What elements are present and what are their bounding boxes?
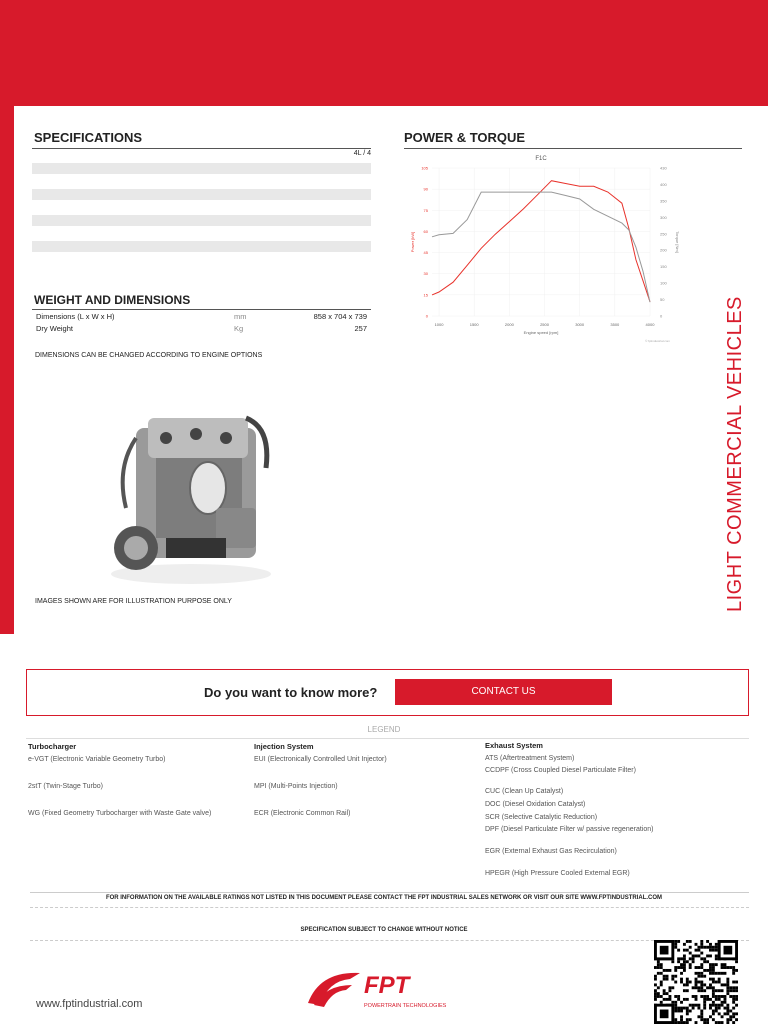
dry-weight-label: Dry Weight [36, 324, 73, 333]
x-axis-label: Engine speed [rpm] [523, 330, 559, 335]
x-tick-label: 4000 [645, 322, 655, 327]
dimensions-unit: mm [234, 312, 247, 321]
specifications-title: SPECIFICATIONS [34, 130, 143, 145]
turbocharger-heading: Turbocharger [28, 742, 77, 751]
y-tick-label: 0 [425, 313, 428, 319]
legend-item: ECR (Electronic Common Rail) [254, 810, 351, 817]
x-tick-label: 1500 [469, 322, 479, 327]
chart-credit: © fptindustrial.com [645, 339, 670, 343]
legend-item: SCR (Selective Catalytic Reduction) [485, 814, 598, 821]
y2-tick-label: 400 [660, 181, 667, 187]
series-line [432, 192, 650, 302]
table-row [32, 189, 371, 200]
table-row [32, 323, 371, 334]
y-tick-label: 105 [421, 165, 428, 171]
header-band [0, 0, 768, 106]
specifications-rule [32, 148, 371, 149]
table-row [32, 228, 371, 239]
table-row [32, 241, 371, 252]
table-row [32, 202, 371, 213]
power-torque-rule [404, 148, 742, 149]
table-row [32, 311, 371, 322]
y2-tick-label: 350 [660, 198, 667, 204]
y2-tick-label: 200 [660, 247, 667, 253]
logo-tagline: POWERTRAIN TECHNOLOGIES [364, 1003, 447, 1009]
y-tick-label: 30 [423, 271, 428, 277]
exhaust-heading: Exhaust System [485, 741, 543, 750]
table-row [32, 150, 371, 161]
spec-value: 4L / 4 [353, 150, 371, 157]
dimensions-value: 858 x 704 x 739 [313, 312, 367, 321]
footer-notice: SPECIFICATION SUBJECT TO CHANGE WITHOUT NOTICE [300, 927, 468, 933]
dimensions-label: Dimensions (L x W x H) [36, 312, 115, 321]
series-line [432, 181, 650, 302]
y-tick-label: 75 [423, 207, 428, 213]
footer-info: FOR INFORMATION ON THE AVAILABLE RATINGS NOT LISTED IN THIS DOCUMENT PLEASE CONTACT THE FPT INDUSTRIAL SALES NETWORK OR VISIT OUR SITE WWW.FPTINDUSTRIAL.COM [105, 895, 663, 901]
dry-weight-unit: Kg [234, 324, 244, 333]
legend-rule [26, 738, 749, 739]
y-tick-label: 90 [423, 186, 428, 192]
legend-item: ATS (Aftertreatment System) [485, 755, 575, 762]
y2-tick-label: 100 [660, 280, 667, 286]
x-tick-label: 2000 [504, 322, 514, 327]
legend-item: DPF (Diesel Particulate Filter w/ passive regeneration) [485, 826, 654, 833]
weight-dimensions-rule [32, 309, 371, 310]
footer-dash-1 [30, 907, 749, 908]
y2-tick-label: 150 [660, 264, 667, 270]
engine-image [96, 398, 282, 588]
footer-rule [30, 892, 749, 893]
legend-item: CUC (Clean Up Catalyst) [485, 788, 564, 795]
left-accent-bar [0, 106, 14, 634]
dimensions-note: DIMENSIONS CAN BE CHANGED ACCORDING TO ENGINE OPTIONS [35, 352, 263, 359]
y2-axis-label: Torque [Nm] [675, 231, 680, 253]
legend-item: HPEGR (High Pressure Cooled External EGR) [485, 870, 630, 877]
y2-tick-label: 430 [660, 165, 667, 171]
weight-dimensions-title: WEIGHT AND DIMENSIONS [34, 293, 191, 307]
fpt-logo [300, 963, 470, 1013]
table-row [32, 176, 371, 187]
y-axis-label: Power [kW] [410, 231, 415, 253]
footer-dash-2 [30, 940, 749, 941]
y2-tick-label: 300 [660, 214, 667, 220]
legend-item: EUI (Electronically Controlled Unit Injector) [254, 756, 387, 763]
y-tick-label: 15 [423, 292, 428, 298]
power-torque-chart [404, 150, 740, 343]
table-row [32, 215, 371, 226]
logo-text: FPT [364, 972, 410, 999]
legend-item: 2stT (Twin-Stage Turbo) [28, 783, 103, 790]
legend-title: LEGEND [367, 725, 401, 734]
side-title: LIGHT COMMERCIAL VEHICLES [724, 296, 746, 612]
qr-code[interactable] [654, 940, 738, 1024]
legend-item: CCDPF (Cross Coupled Diesel Particulate Filter) [485, 767, 636, 774]
dry-weight-value: 257 [354, 324, 367, 333]
legend-item: e-VGT (Electronic Variable Geometry Turbo) [28, 756, 166, 763]
y2-tick-label: 0 [660, 313, 663, 319]
y2-tick-label: 250 [660, 231, 667, 237]
image-note: IMAGES SHOWN ARE FOR ILLUSTRATION PURPOSE ONLY [35, 598, 232, 605]
y2-tick-label: 50 [660, 297, 665, 303]
x-tick-label: 2500 [540, 322, 549, 327]
x-tick-label: 3500 [610, 322, 620, 327]
legend-item: WG (Fixed Geometry Turbocharger with Waste Gate valve) [28, 810, 212, 817]
contact-box [26, 669, 749, 716]
x-tick-label: 3000 [575, 322, 585, 327]
contact-question: Do you want to know more? [204, 685, 378, 700]
y-tick-label: 45 [423, 250, 428, 256]
contact-us-button[interactable]: CONTACT US [395, 679, 612, 705]
injection-heading: Injection System [254, 742, 314, 751]
table-row [32, 163, 371, 174]
y-tick-label: 60 [423, 228, 428, 234]
power-torque-title: POWER & TORQUE [404, 130, 526, 145]
website-link[interactable]: www.fptindustrial.com [36, 998, 143, 1010]
legend-item: EGR (External Exhaust Gas Recirculation) [485, 848, 617, 855]
x-tick-label: 1000 [434, 322, 444, 327]
legend-item: DOC (Diesel Oxidation Catalyst) [485, 801, 586, 808]
legend-item: MPI (Multi-Points Injection) [254, 783, 338, 790]
chart-title: F1C [535, 156, 547, 162]
